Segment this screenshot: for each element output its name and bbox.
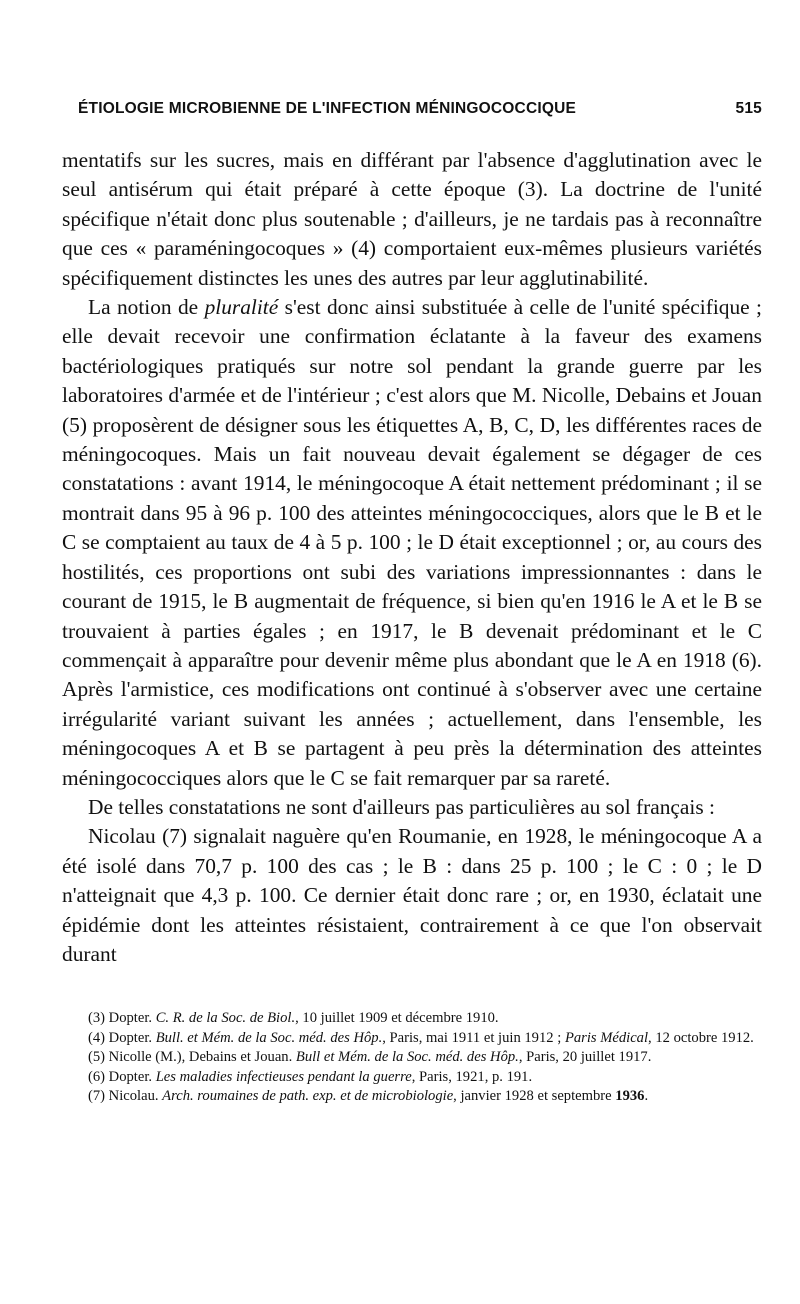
paragraph-2-start: La notion de bbox=[88, 295, 205, 320]
paragraph-1: mentatifs sur les sucres, mais en différant par l'absence d'agglutination avec le seul antisérum qui était préparé à cette époque (3). La doctrine de l'unité spécifique n'était donc plus soutenable ; d'ailleurs, je ne tardais pas à reconnaître que ces « paraméningocoques » (4) comportaient eux-mêmes plusieurs variétés spécifiquement distinctes les unes des autres par leur agglutinabilité. bbox=[62, 148, 762, 290]
footnote-6-source: Les maladies infectieuses pendant la guerre bbox=[155, 1068, 412, 1085]
footnote-4-details-2: , 12 octobre 1912. bbox=[648, 1029, 754, 1046]
footnote-5-source: Bull et Mém. de la Soc. méd. des Hôp. bbox=[295, 1049, 519, 1066]
footnote-7-end: . bbox=[644, 1088, 649, 1104]
footnote-7-author: (7) Nicolau. bbox=[88, 1088, 163, 1104]
footnote-7-details: , janvier 1928 et septembre bbox=[453, 1088, 616, 1104]
footnote-7-year: 1936 bbox=[615, 1088, 645, 1104]
running-head bbox=[78, 100, 762, 124]
book-page bbox=[62, 100, 762, 1106]
footnote-5-details: , Paris, 20 juillet 1917. bbox=[518, 1049, 652, 1066]
page-number: 515 bbox=[735, 100, 762, 117]
footnote-6 bbox=[62, 1068, 762, 1087]
footnote-4-details: , Paris, mai 1911 et juin 1912 ; bbox=[382, 1029, 565, 1046]
paragraph-2 bbox=[62, 293, 762, 793]
footnote-4-source: Bull. et Mém. de la Soc. méd. des Hôp. bbox=[155, 1029, 383, 1046]
paragraph-2-emphasis: pluralité bbox=[204, 295, 279, 320]
footnote-4-author: (4) Dopter. bbox=[88, 1029, 156, 1046]
footnote-6-details: , Paris, 1921, p. 191. bbox=[411, 1068, 533, 1085]
footnote-3-author: (3) Dopter. bbox=[88, 1010, 156, 1027]
footnote-7 bbox=[62, 1087, 762, 1106]
footnote-4 bbox=[62, 1029, 762, 1048]
paragraph-3: De telles constatations ne sont d'ailleurs pas particulières au sol français : bbox=[88, 794, 715, 819]
footnote-3-details: , 10 juillet 1909 et décembre 1910. bbox=[295, 1010, 499, 1027]
footnote-5 bbox=[62, 1048, 762, 1067]
footnote-6-author: (6) Dopter. bbox=[88, 1068, 156, 1085]
footnotes bbox=[62, 1009, 762, 1106]
footnote-7-source: Arch. roumaines de path. exp. et de microbiologie bbox=[162, 1088, 454, 1104]
footnote-5-author: (5) Nicolle (M.), Debains et Jouan. bbox=[88, 1049, 296, 1066]
footnote-4-source-2: Paris Médical bbox=[564, 1029, 649, 1046]
paragraph-2-rest: s'est donc ainsi substituée à celle de l'unité spécifique ; elle devait recevoir une confirmation éclatante à la faveur des examens bactériologiques pratiqués sur notre sol pendant la grande guerre par les laboratoires d'armée et de l'intérieur ; c'est alors que M. Nicolle, Debains et Jouan (5) proposèrent de désigner sous les étiquettes A, B, C, D, les différentes races de méningocoques. Mais un fait nouveau devait également se dégager de ces constatations : avant 1914, le méningocoque A était nettement prédominant ; il se montrait dans 95 à 96 p. 100 des atteintes méningococciques, alors que le B et le C se comptaient au taux de 4 à 5 p. 100 ; le D était exceptionnel ; or, au cours des hostilités, ces proportions ont subi des variations impressionnantes : dans le courant de 1915, le B augmentait de fréquence, si bien qu'en 1916 le A et le B se trouvaient à parties égales ; en 1917, le B devenait prédominant et le C commençait à apparaître pour devenir même plus abondant que le A en 1918 (6). Après l'armistice, ces modifications ont continué à s'observer avec une certaine irrégularité variant suivant les années ; actuellement, dans l'ensemble, les méningocoques A et B se partagent à peu près la détermination des atteintes méningococciques alors que le C se fait remarquer par sa rareté. bbox=[62, 295, 762, 790]
running-head-title: ÉTIOLOGIE MICROBIENNE DE L'INFECTION MÉNINGOCOCCIQUE bbox=[78, 100, 577, 117]
footnote-3-source: C. R. de la Soc. de Biol. bbox=[155, 1010, 296, 1027]
footnote-3 bbox=[62, 1009, 762, 1028]
main-text bbox=[62, 146, 762, 969]
paragraph-4: Nicolau (7) signalait naguère qu'en Roumanie, en 1928, le méningocoque A a été isolé dans 70,7 p. 100 des cas ; le B : dans 25 p. 100 ; le C : 0 ; le D n'atteignait que 4,3 p. 100. Ce dernier était donc rare ; or, en 1930, éclatait une épidémie dont les atteintes résistaient, contrairement à ce que l'on observait durant bbox=[62, 824, 762, 966]
